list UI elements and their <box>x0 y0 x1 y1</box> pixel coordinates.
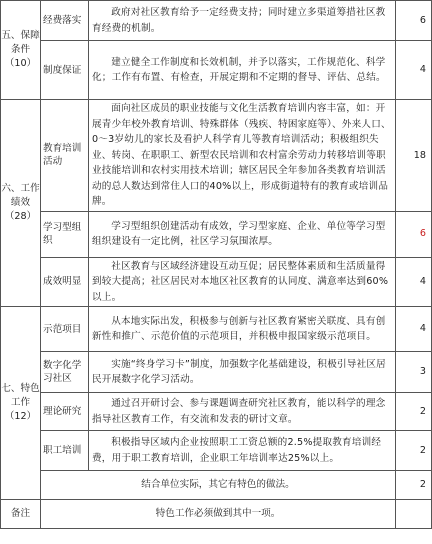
table-row <box>1 1 432 41</box>
score-cell: 2 <box>396 471 432 500</box>
table-row <box>1 431 432 471</box>
table-row <box>1 41 432 100</box>
criteria-description: 建立健全工作制度和长效机制，并予以落实，工作规范化、科学化；工作有布置、有检查，开展定期和不定期的督导、评估、总结。 <box>89 41 396 100</box>
table-row <box>1 307 432 352</box>
subcategory-cell: 示范项目 <box>41 307 89 352</box>
subcategory-cell: 教育培训活动 <box>41 100 89 212</box>
criteria-description: 政府对社区教育给予一定经费支持；同时建立多渠道筹措社区教育经费的机制。 <box>89 1 396 41</box>
subcategory-cell: 理论研究 <box>41 393 89 431</box>
criteria-description: 学习型组织创建活动有成效，学习型家庭、企业、单位等学习型组织建设有一定比例，社区学习氛围浓厚。 <box>89 211 396 257</box>
notes-label: 备注 <box>1 500 41 529</box>
criteria-description: 社区教育与区域经济建设互动互促；居民整体素质和生活质量得到较大提高；社区居民对本地区社区教育的认同度、满意率达到60%以上。 <box>89 257 396 307</box>
score-cell: 4 <box>396 41 432 100</box>
subcategory-cell: 经费落实 <box>41 1 89 41</box>
score-cell: 4 <box>396 307 432 352</box>
category-cell: 六、工作绩效（28） <box>1 100 41 307</box>
table-row <box>1 393 432 431</box>
score-cell: 6 <box>396 1 432 41</box>
subcategory-cell: 制度保证 <box>41 41 89 100</box>
score-cell: 18 <box>396 100 432 212</box>
criteria-description: 通过召开研讨会、参与课题调查研究社区教育，能以科学的理念指导社区教育工作，有交流和发表的研讨文章。 <box>89 393 396 431</box>
notes-row <box>1 500 432 529</box>
category-cell: 七、特色工作（12） <box>1 307 41 500</box>
criteria-description: 结合单位实际，其它有特色的做法。 <box>41 471 396 500</box>
score-cell: 2 <box>396 431 432 471</box>
table-row <box>1 471 432 500</box>
table-row <box>1 100 432 212</box>
table-row <box>1 352 432 393</box>
empty-score-cell <box>396 500 432 529</box>
subcategory-cell: 职工培训 <box>41 431 89 471</box>
category-cell: 五、保障条件（10） <box>1 1 41 100</box>
score-cell: 3 <box>396 352 432 393</box>
score-cell: 6 <box>396 211 432 257</box>
subcategory-cell: 数字化学习社区 <box>41 352 89 393</box>
subcategory-cell: 成效明显 <box>41 257 89 307</box>
criteria-description: 面向社区成员的职业技能与文化生活教育培训内容丰富，如：开展青少年校外教育培训、特殊群体（残疾、特困家庭等）、外来人口、0～3岁幼儿的家长及看护人科学育儿等教育培训活动；积极组织失业、转岗、在职职工、新型农民培训和农村富余劳动力转移培训等职业技能培训和农村实用技术培训；辖区居民全年参加各类教育培训活动的总人数达到常住人口的40%以上，形成街道特有的教育或培训品牌。 <box>89 100 396 212</box>
score-cell: 4 <box>396 257 432 307</box>
criteria-description: 从本地实际出发，积极参与创新与社区教育紧密关联度、具有创新性和推广、示范价值的示范项目，并积极申报国家级示范项目。 <box>89 307 396 352</box>
criteria-description: 实施“终身学习卡”制度，加强数字化基础建设，积极引导社区居民开展数字化学习活动。 <box>89 352 396 393</box>
criteria-description: 积极指导区域内企业按照职工工资总额的2.5%提取教育培训经费，用于职工教育培训，企业职工年培训率达25%以上。 <box>89 431 396 471</box>
subcategory-cell: 学习型组织 <box>41 211 89 257</box>
score-cell: 2 <box>396 393 432 431</box>
notes-text: 特色工作必须做到其中一项。 <box>41 500 396 529</box>
table-row <box>1 257 432 307</box>
table-row <box>1 211 432 257</box>
